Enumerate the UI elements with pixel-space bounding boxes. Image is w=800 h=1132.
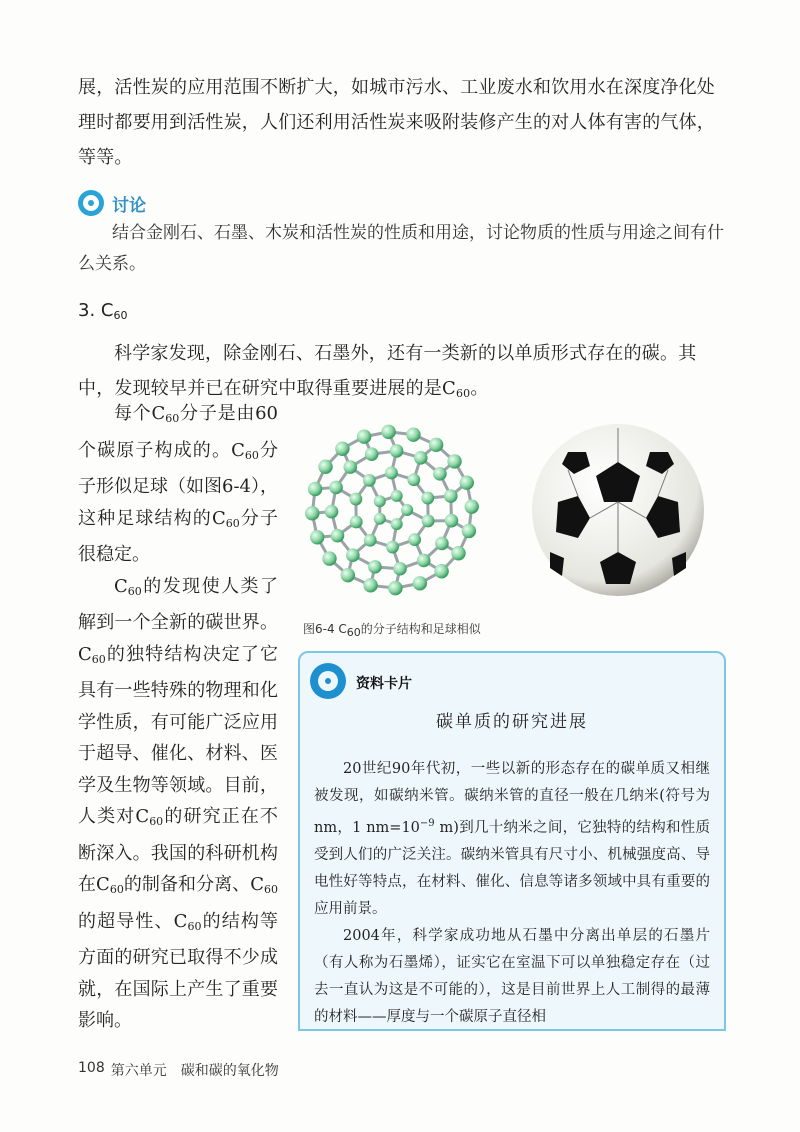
- carbon-atom: [388, 581, 402, 595]
- carbon-atom: [374, 495, 386, 507]
- carbon-atom: [417, 554, 431, 568]
- carbon-atom: [341, 568, 355, 582]
- carbon-atom: [386, 541, 399, 554]
- info-card-label: 资料卡片: [356, 676, 412, 692]
- carbon-atom: [391, 490, 403, 502]
- carbon-atom: [381, 425, 395, 439]
- carbon-atom: [322, 551, 336, 565]
- figure-illustration: [300, 412, 720, 612]
- carbon-atom: [305, 506, 319, 520]
- carbon-atom: [325, 505, 339, 519]
- carbon-atom: [391, 518, 403, 530]
- carbon-atom: [329, 481, 343, 495]
- left-column-text: [78, 398, 278, 1037]
- figure-caption: 图6-4 $C_{60}$的分子结构和足球相似: [303, 622, 481, 639]
- unit-title: 碳和碳的氧化物: [180, 1063, 279, 1079]
- carbon-atom: [429, 438, 443, 452]
- carbon-atom: [408, 533, 421, 546]
- discussion-text: 结合金刚石、石墨、木炭和活性炭的性质和用途，讨论物质的性质与用途之间有什么关系。: [78, 223, 724, 274]
- carbon-atom: [385, 467, 398, 480]
- carbon-atom: [363, 578, 377, 592]
- carbon-atom: [435, 537, 449, 551]
- carbon-atom: [350, 516, 363, 529]
- figure-6-4: [300, 412, 720, 612]
- carbon-atom: [421, 492, 434, 505]
- carbon-atom: [318, 460, 332, 474]
- carbon-atom: [346, 548, 360, 562]
- carbon-atom: [308, 482, 322, 496]
- carbon-atom: [331, 529, 345, 543]
- page-number: 108: [78, 1060, 105, 1076]
- carbon-atom: [368, 560, 382, 574]
- carbon-atom: [364, 534, 377, 547]
- unit-label: 第六单元: [110, 1063, 167, 1079]
- carbon-atom: [401, 504, 413, 516]
- info-card-icon: [310, 663, 346, 699]
- intro-paragraph: 展，活性炭的应用范围不断扩大，如城市污水、工业废水和饮用水在深度净化处理时都要用到活性炭，人们还利用活性炭来吸附装修产生的对人体有害的气体，等等。: [78, 77, 715, 168]
- soccer-ball-image: [532, 424, 704, 596]
- section-heading: 3. $C_{60}$: [78, 300, 128, 322]
- carbon-atom: [393, 562, 407, 576]
- carbon-atom: [434, 564, 448, 578]
- carbon-atom: [460, 475, 474, 489]
- carbon-atom: [343, 460, 357, 474]
- carbon-atom: [465, 499, 479, 513]
- carbon-atom: [451, 546, 465, 560]
- carbon-atom: [413, 576, 427, 590]
- carbon-atom: [462, 524, 476, 538]
- carbon-atom: [310, 530, 324, 544]
- left-paragraph-1: 每个$C_{60}$分子是由60个碳原子构成的。$C_{60}$分子形似足球（如图6-4），这种足球结构的$C_{60}$分子很稳定。: [78, 403, 279, 565]
- carbon-atom: [363, 474, 376, 487]
- info-card-title: 碳单质的研究进展: [436, 712, 588, 732]
- carbon-atom: [390, 444, 404, 458]
- carbon-atom: [422, 515, 435, 528]
- info-card-paragraph-2: 2004年，科学家成功地从石墨中分离出单层的石墨片（有人称为石墨烯），证实它在室温下可以单独稳定存在（过去一直认为这是不可能的），这是目前世界上人工制得的最薄的材料——厚度与一个碳原子直径相: [314, 927, 710, 1025]
- info-card-body: [314, 756, 710, 1031]
- discussion-header: [78, 188, 146, 218]
- carbon-atom: [445, 514, 459, 528]
- left-paragraph-2: $C_{60}$的发现使人类了解到一个全新的碳世界。$C_{60}$的独特结构决定了它具有一些特殊的物理和化学性质，有可能广泛应用于超导、催化、材料、医学及生物等领域。目前，人类对$C_{60}$的研究正在不断深入。我国的科研机构在$C_{60}$的制备和分离、$C_{60}$的超导性、$C_{60}$的结构等方面的研究已取得不少成就，在国际上产生了重要影响。: [78, 575, 278, 1031]
- carbon-atom: [444, 489, 458, 503]
- page-footer: [78, 1060, 279, 1080]
- c60-molecule-model: [305, 425, 479, 596]
- discussion-title: 讨论: [112, 195, 146, 216]
- info-card-paragraph-1: 20世纪90年代初，一些以新的形态存在的碳单质又相继被发现，如碳纳米管。碳纳米管的直径一般在几纳米(符号为nm，1 $nm=10^{-9}$ m)到几十纳米之间，它独特的结构和性质受到人们的广泛关注。碳纳米管具有尺寸小、机械强度高、导电性好等特点，在材料、催化、信息等诸多领域中具有重要的应用前景。: [314, 761, 710, 917]
- carbon-atom: [357, 430, 371, 444]
- carbon-atom: [447, 454, 461, 468]
- carbon-atom: [335, 442, 349, 456]
- carbon-atom: [406, 427, 420, 441]
- carbon-atom: [433, 467, 447, 481]
- c60-intro-paragraph: 科学家发现，除金刚石、石墨外，还有一类新的以单质形式存在的碳。其中，发现较早并已在研究中取得重要进展的是$C_{60}$。: [78, 343, 697, 400]
- carbon-atom: [374, 513, 386, 525]
- discussion-icon: [78, 190, 104, 216]
- carbon-atom: [407, 473, 420, 486]
- info-card: [298, 651, 726, 1031]
- carbon-atom: [365, 447, 379, 461]
- carbon-atom: [349, 493, 362, 506]
- carbon-atom: [414, 451, 428, 465]
